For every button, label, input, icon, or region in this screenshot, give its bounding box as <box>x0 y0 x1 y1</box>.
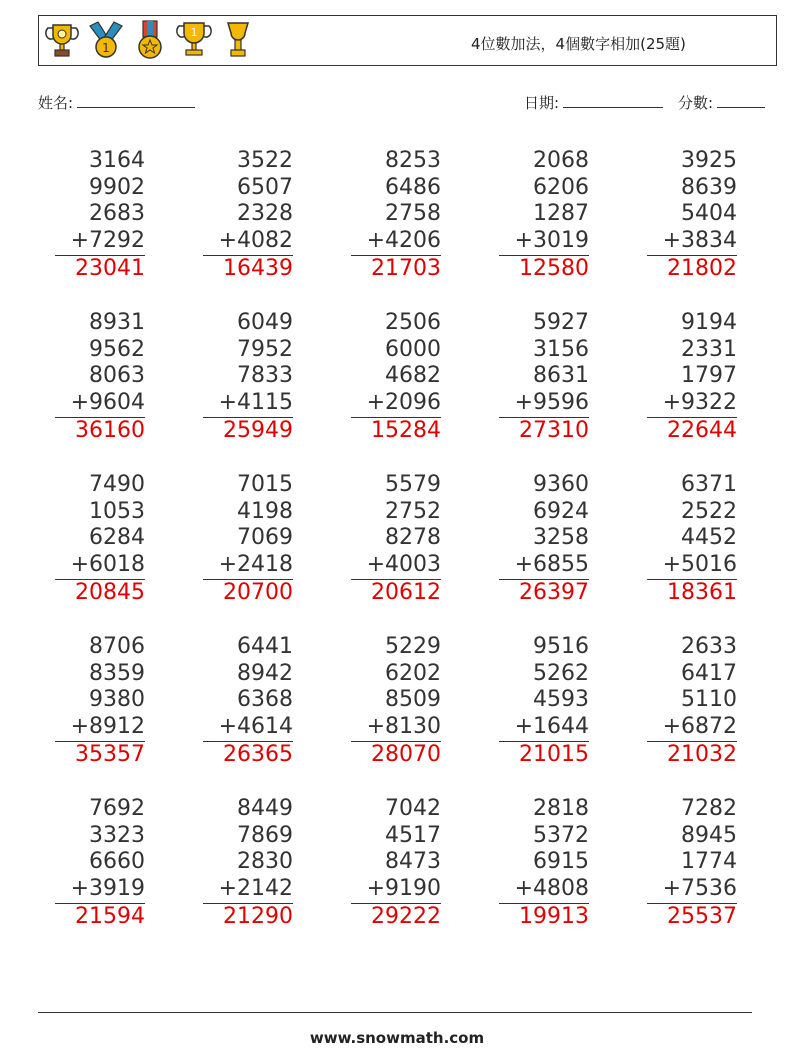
addend-4-with-plus: +2096 <box>351 390 441 418</box>
addend-3: 6368 <box>237 687 293 713</box>
problem-card <box>647 310 737 445</box>
problem-card <box>351 148 441 283</box>
addend-2: 2752 <box>385 498 441 524</box>
addend-3: 9380 <box>89 687 145 713</box>
addend-4-with-plus: +9604 <box>55 390 145 418</box>
score-label: 分數: <box>678 94 714 112</box>
date-label: 日期: <box>524 94 560 112</box>
addend-1: 2506 <box>385 310 441 335</box>
addend-1: 7015 <box>237 472 293 497</box>
addend-2: 7869 <box>237 822 293 848</box>
addend-4-with-plus: +5016 <box>647 552 737 580</box>
problem-card <box>203 148 293 283</box>
addend-4-with-plus: +4808 <box>499 876 589 904</box>
score-field <box>678 92 765 113</box>
answer: 18361 <box>667 579 737 605</box>
problem-card <box>203 310 293 445</box>
addend-3: 2758 <box>385 201 441 227</box>
addend-4-with-plus: +2142 <box>203 876 293 904</box>
addend-2: 4198 <box>237 498 293 524</box>
addend-2: 2522 <box>681 498 737 524</box>
answer: 35357 <box>75 741 145 767</box>
date-field <box>524 92 663 113</box>
addend-3: 3258 <box>533 525 589 551</box>
addend-4-with-plus: +8130 <box>351 714 441 742</box>
addend-2: 5262 <box>533 660 589 686</box>
addend-1: 7042 <box>385 796 441 821</box>
answer: 15284 <box>371 417 441 443</box>
svg-text:1: 1 <box>102 41 110 55</box>
problem-card <box>499 148 589 283</box>
answer: 22644 <box>667 417 737 443</box>
answer: 29222 <box>371 903 441 929</box>
addend-1: 2633 <box>681 634 737 659</box>
addend-2: 4517 <box>385 822 441 848</box>
problem-card <box>203 796 293 931</box>
addend-4-with-plus: +9596 <box>499 390 589 418</box>
answer: 20845 <box>75 579 145 605</box>
answer: 16439 <box>223 255 293 281</box>
footer-divider <box>38 1012 752 1013</box>
addend-4-with-plus: +2418 <box>203 552 293 580</box>
addend-1: 8706 <box>89 634 145 659</box>
addend-2: 6924 <box>533 498 589 524</box>
answer: 21015 <box>519 741 589 767</box>
addend-2: 8945 <box>681 822 737 848</box>
star-medal-icon <box>132 20 168 60</box>
addend-3: 7833 <box>237 363 293 389</box>
addend-1: 9516 <box>533 634 589 659</box>
addend-2: 8639 <box>681 174 737 200</box>
trophy-one-icon <box>176 20 212 60</box>
addend-2: 6202 <box>385 660 441 686</box>
addend-1: 2068 <box>533 148 589 173</box>
addend-4-with-plus: +7536 <box>647 876 737 904</box>
problem-card <box>55 310 145 445</box>
addend-2: 6000 <box>385 336 441 362</box>
answer: 21032 <box>667 741 737 767</box>
problem-card <box>351 634 441 769</box>
addend-2: 2331 <box>681 336 737 362</box>
addend-3: 2683 <box>89 201 145 227</box>
addend-1: 6049 <box>237 310 293 335</box>
addend-1: 3925 <box>681 148 737 173</box>
problem-card <box>55 148 145 283</box>
addend-4-with-plus: +9190 <box>351 876 441 904</box>
score-blank-line[interactable] <box>717 93 765 108</box>
problem-card <box>203 634 293 769</box>
addend-1: 5229 <box>385 634 441 659</box>
name-field <box>38 92 195 113</box>
addend-1: 7282 <box>681 796 737 821</box>
addend-4-with-plus: +6018 <box>55 552 145 580</box>
addend-3: 7069 <box>237 525 293 551</box>
addend-2: 3156 <box>533 336 589 362</box>
problem-card <box>55 634 145 769</box>
addend-3: 1287 <box>533 201 589 227</box>
problem-card <box>351 796 441 931</box>
addend-1: 8931 <box>89 310 145 335</box>
trophy-cup-icon <box>44 20 80 60</box>
addend-4-with-plus: +6872 <box>647 714 737 742</box>
addend-2: 7952 <box>237 336 293 362</box>
problem-card <box>499 472 589 607</box>
addend-1: 3522 <box>237 148 293 173</box>
worksheet-title: 4位數加法，4個數字相加(25題) <box>471 35 686 53</box>
addend-3: 6284 <box>89 525 145 551</box>
addend-1: 8449 <box>237 796 293 821</box>
problem-card <box>351 472 441 607</box>
addend-3: 8278 <box>385 525 441 551</box>
addend-2: 9562 <box>89 336 145 362</box>
addend-3: 8509 <box>385 687 441 713</box>
problem-card <box>55 472 145 607</box>
addend-4-with-plus: +3019 <box>499 228 589 256</box>
answer: 21594 <box>75 903 145 929</box>
date-blank-line[interactable] <box>563 93 663 108</box>
footer-site: www.snowmath.com <box>309 1029 485 1047</box>
addend-3: 1797 <box>681 363 737 389</box>
addend-1: 7490 <box>89 472 145 497</box>
answer: 36160 <box>75 417 145 443</box>
answer: 21802 <box>667 255 737 281</box>
addend-1: 9360 <box>533 472 589 497</box>
addend-2: 8359 <box>89 660 145 686</box>
answer: 20700 <box>223 579 293 605</box>
addend-1: 7692 <box>89 796 145 821</box>
addend-3: 6915 <box>533 849 589 875</box>
addend-3: 5404 <box>681 201 737 227</box>
answer: 20612 <box>371 579 441 605</box>
addend-2: 6507 <box>237 174 293 200</box>
problem-card <box>647 634 737 769</box>
addend-2: 8942 <box>237 660 293 686</box>
answer: 27310 <box>519 417 589 443</box>
addend-4-with-plus: +4614 <box>203 714 293 742</box>
addend-2: 6486 <box>385 174 441 200</box>
addend-2: 5372 <box>533 822 589 848</box>
answer: 25949 <box>223 417 293 443</box>
addend-1: 6371 <box>681 472 737 497</box>
addend-2: 9902 <box>89 174 145 200</box>
problem-card <box>203 472 293 607</box>
addend-2: 3323 <box>89 822 145 848</box>
problem-card <box>351 310 441 445</box>
problem-card <box>499 796 589 931</box>
addend-3: 5110 <box>681 687 737 713</box>
name-blank-line[interactable] <box>77 93 195 108</box>
addend-4-with-plus: +7292 <box>55 228 145 256</box>
award-icons <box>44 20 256 60</box>
medal-ribbon-icon <box>88 20 124 60</box>
addend-1: 9194 <box>681 310 737 335</box>
addend-4-with-plus: +4206 <box>351 228 441 256</box>
answer: 12580 <box>519 255 589 281</box>
problem-card <box>55 796 145 931</box>
answer: 25537 <box>667 903 737 929</box>
problem-card <box>499 634 589 769</box>
addend-3: 4593 <box>533 687 589 713</box>
addend-1: 5579 <box>385 472 441 497</box>
addend-1: 2818 <box>533 796 589 821</box>
addend-3: 2830 <box>237 849 293 875</box>
answer: 23041 <box>75 255 145 281</box>
addend-1: 8253 <box>385 148 441 173</box>
answer: 26365 <box>223 741 293 767</box>
answer: 21703 <box>371 255 441 281</box>
answer: 19913 <box>519 903 589 929</box>
addend-4-with-plus: +3919 <box>55 876 145 904</box>
answer: 26397 <box>519 579 589 605</box>
problem-card <box>647 472 737 607</box>
addend-1: 6441 <box>237 634 293 659</box>
answer: 21290 <box>223 903 293 929</box>
addend-3: 2328 <box>237 201 293 227</box>
header-box <box>38 15 777 66</box>
addend-3: 1774 <box>681 849 737 875</box>
addend-4-with-plus: +1644 <box>499 714 589 742</box>
svg-text:1: 1 <box>190 26 198 39</box>
addend-4-with-plus: +6855 <box>499 552 589 580</box>
addend-1: 3164 <box>89 148 145 173</box>
addend-1: 5927 <box>533 310 589 335</box>
addend-3: 4452 <box>681 525 737 551</box>
addend-3: 4682 <box>385 363 441 389</box>
addend-4-with-plus: +4003 <box>351 552 441 580</box>
addend-2: 1053 <box>89 498 145 524</box>
addend-3: 8631 <box>533 363 589 389</box>
addend-4-with-plus: +9322 <box>647 390 737 418</box>
addend-3: 8473 <box>385 849 441 875</box>
addend-4-with-plus: +8912 <box>55 714 145 742</box>
addend-4-with-plus: +4115 <box>203 390 293 418</box>
addend-3: 6660 <box>89 849 145 875</box>
addend-4-with-plus: +3834 <box>647 228 737 256</box>
addend-2: 6206 <box>533 174 589 200</box>
problem-card <box>499 310 589 445</box>
problem-card <box>647 796 737 931</box>
answer: 28070 <box>371 741 441 767</box>
goblet-trophy-icon <box>220 20 256 60</box>
problem-card <box>647 148 737 283</box>
addend-4-with-plus: +4082 <box>203 228 293 256</box>
addend-2: 6417 <box>681 660 737 686</box>
addend-3: 8063 <box>89 363 145 389</box>
name-label: 姓名: <box>38 94 74 112</box>
